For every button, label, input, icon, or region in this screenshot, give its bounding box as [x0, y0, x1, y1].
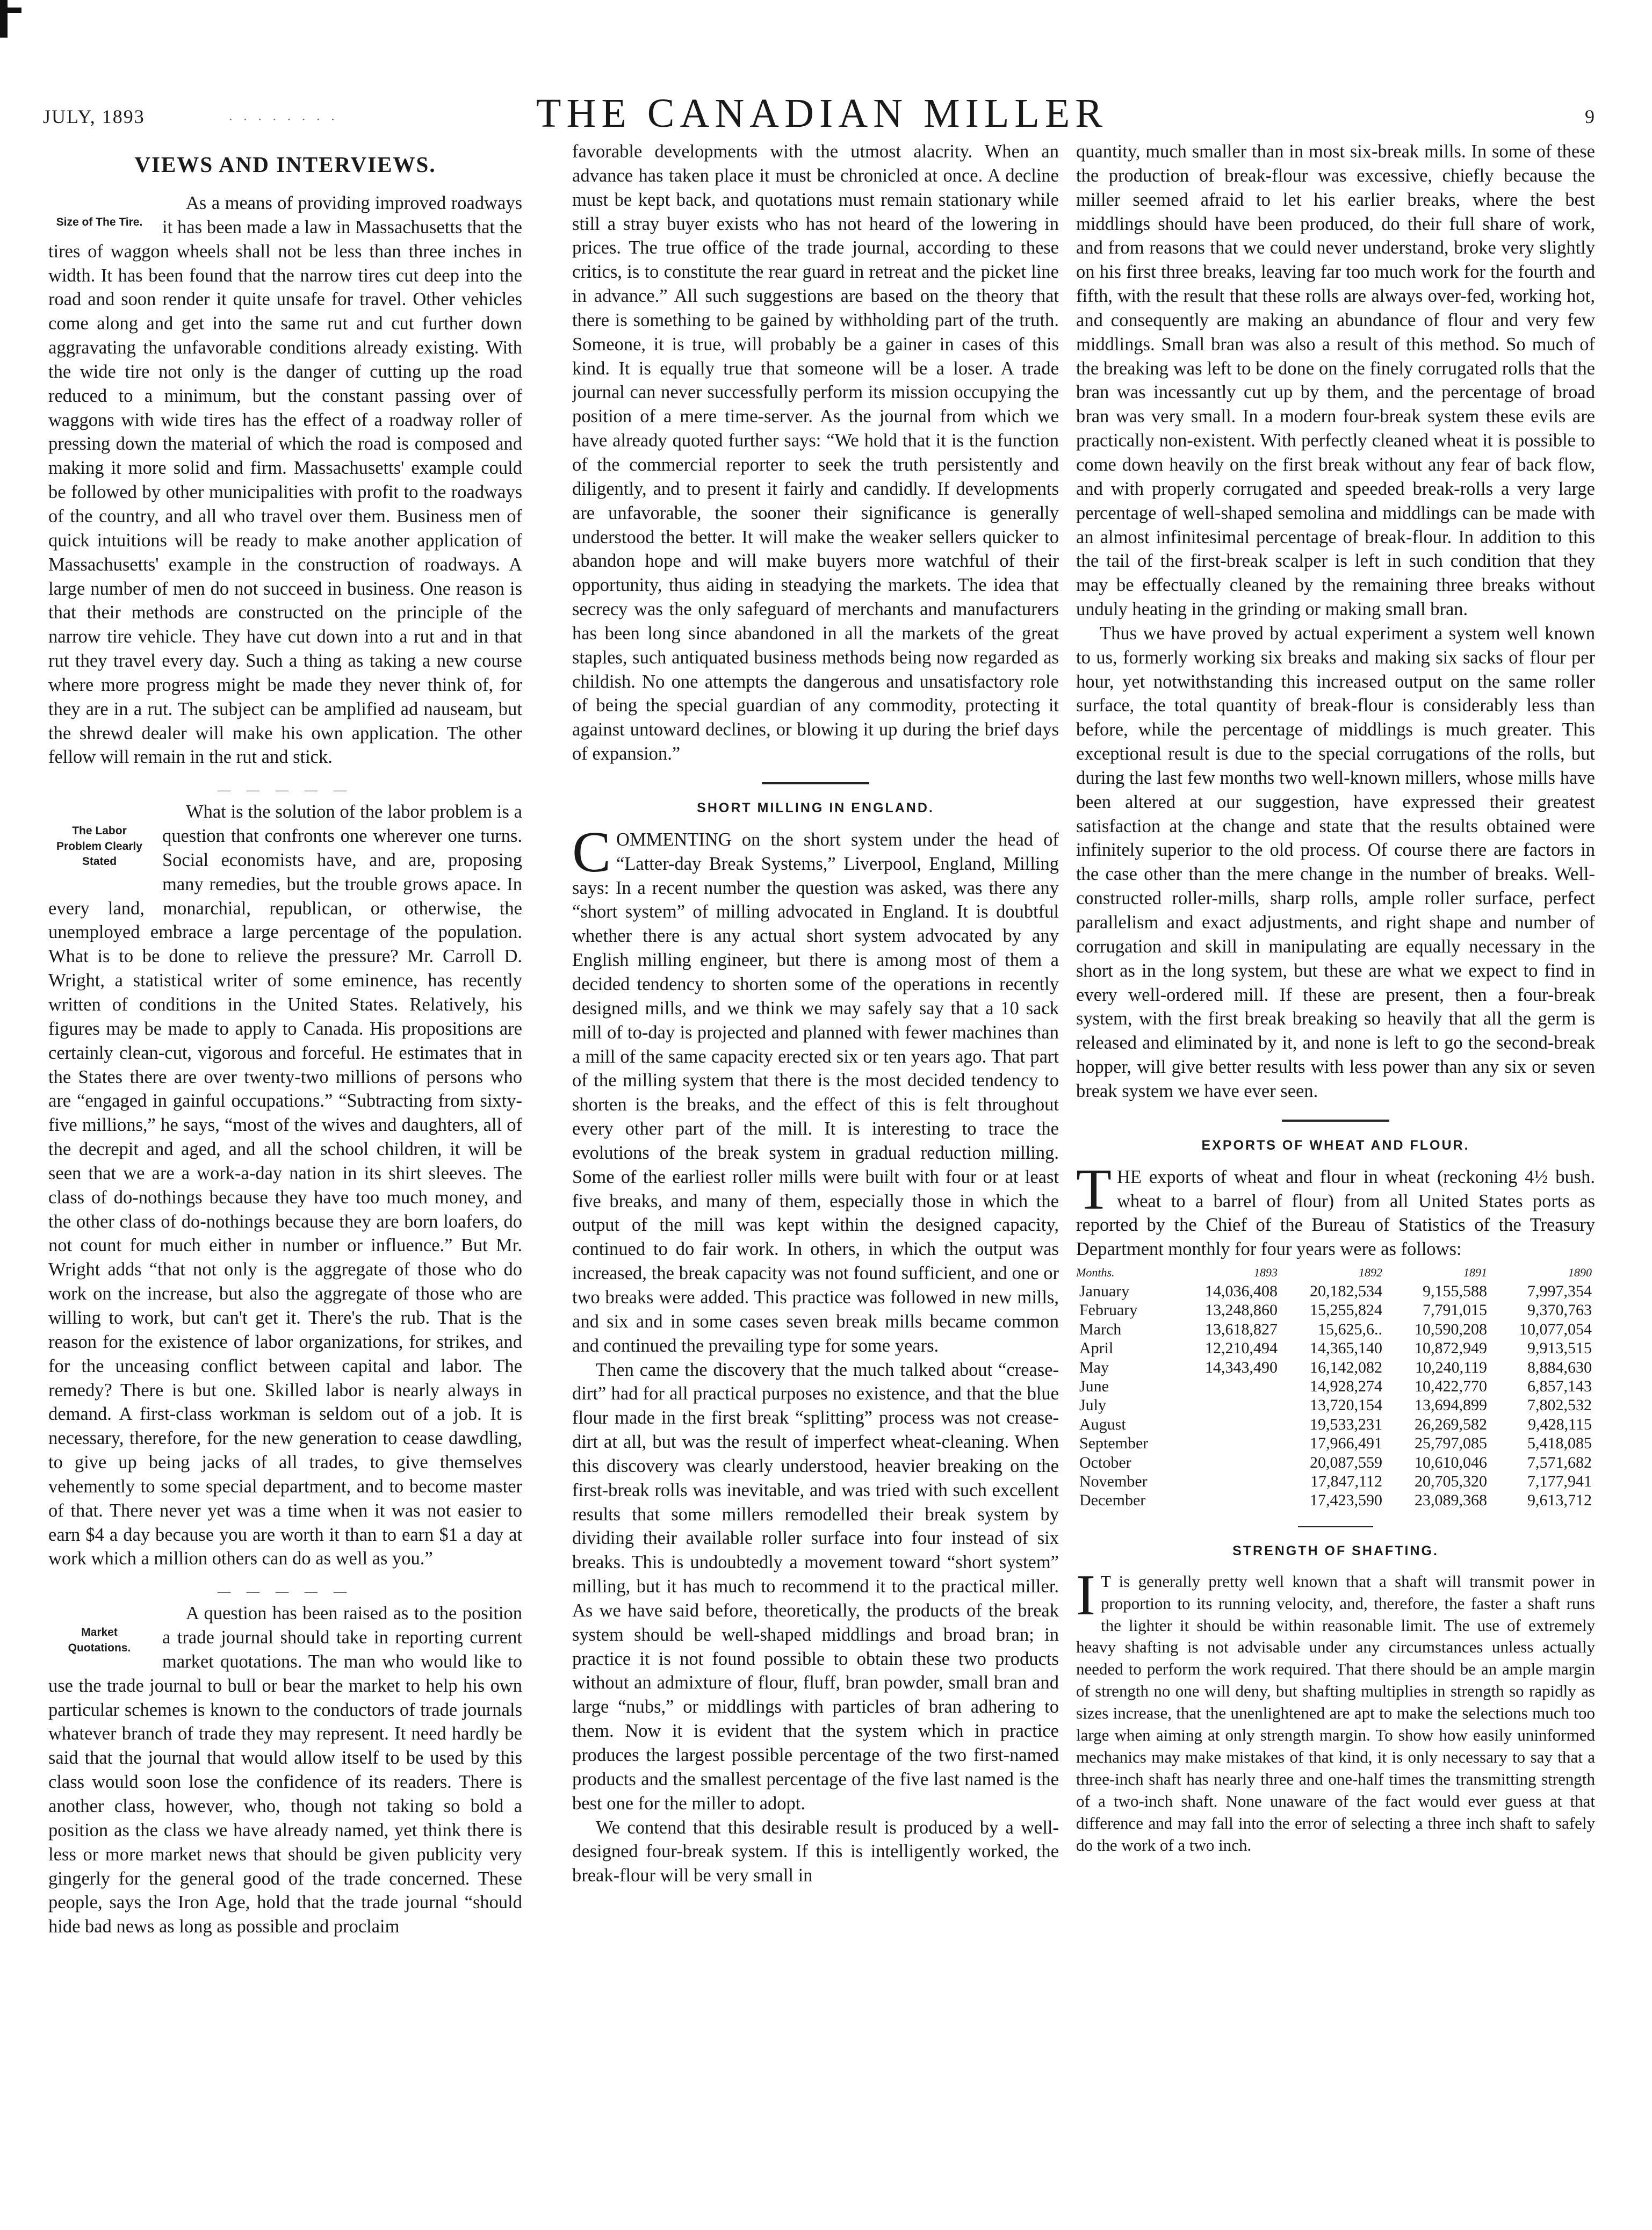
exports-value: 6,857,143: [1527, 1377, 1592, 1396]
exports-row: [1076, 1301, 1595, 1319]
exports-col-header: Months.: [1076, 1266, 1115, 1280]
column-3: [1076, 140, 1595, 2138]
column-2: [572, 140, 1059, 2138]
exports-month: March: [1079, 1320, 1122, 1338]
exports-month: September: [1079, 1434, 1149, 1453]
exports-value: 14,036,408: [1205, 1282, 1278, 1301]
exports-value: [1176, 1472, 1281, 1491]
page-number: 9: [1585, 106, 1595, 127]
exports-month: December: [1079, 1491, 1146, 1510]
exports-row: [1076, 1377, 1595, 1396]
short-milling-paragraph-4: Thus we have proved by actual experiment a system well known to us, formerly working six breaks and making six sacks of flour per hour, yet notwithstanding this increased output on the same roller surface, the total quantity of break-flour is considerably less than before, while the percentage of middlings is much greater. This exceptional result is due to the special corrugations of the rolls, but during the last few months two well-known millers, whose mills have been altered at our suggestion, have expressed their greatest satisfaction at the change and state that the results obtained were infinitely superior to the old process. Of course there are factors in the case other than the mere change in the number of breaks. Well-constructed roller-mills, sharp rolls, ample roller surface, perfect parallelism and exact adjustments, and right shape and number of corrugation and skill in manipulating are equally necessary in the short as in the long system, but these are what we expect to find in every well-ordered mill. If these are present, then a four-break system, with the first break breaking so heavily that all the germ is released and eliminated by it, and none is left to go the second-break hopper, will give better results with less power than any six or seven break system we have ever seen.: [1076, 623, 1595, 1101]
exports-col-header: 1892: [1359, 1266, 1383, 1280]
short-milling-heading: SHORT MILLING IN ENGLAND.: [697, 800, 934, 815]
short-milling-paragraph-2: Then came the discovery that the much talked about “crease-dirt” had for all practical purposes no existence, and that the blue flour made in the first break “splitting” process was not crease-dirt at all, but was the result of imperfect wheat-cleaning. When this discovery was clearly understood, heavier breaking on the first-break rolls was inevitable, and was tried with such excellent results that some millers remodelled their break system by dividing their available roller surface into four instead of six breaks. This is undoubtedly a movement toward “short system” milling, but it has much to recommend it to the practical miller. As we have said before, theoretically, the products of the break system should be well-shaped middlings and broad bran; in practice it is not found possible to obtain these two products without an admixture of flour, fluff, bran powder, small bran and large “nubs,” or middlings with particles of bran adhering to them. Now it is evident that the system which in practice produces the largest possible percentage of the two first-named products and the smallest percentage of the five last named is the best one for the miller to adopt.: [572, 1359, 1059, 1814]
short-milling-paragraph-3: We contend that this desirable result is produced by a well-designed four-break system. If this is intelligently worked, the break-flour will be very small in: [572, 1817, 1059, 1886]
exports-row: [1076, 1453, 1595, 1472]
exports-heading: EXPORTS OF WHEAT AND FLOUR.: [1201, 1137, 1470, 1153]
exports-value: 17,423,590: [1310, 1491, 1383, 1510]
page-edge-mark: [0, 0, 8, 38]
exports-value: 5,418,085: [1527, 1434, 1592, 1453]
exports-value: 12,210,494: [1205, 1339, 1278, 1358]
exports-value: 17,966,491: [1310, 1434, 1383, 1453]
exports-value: 26,269,582: [1414, 1415, 1487, 1433]
shafting-heading: STRENGTH OF SHAFTING.: [1232, 1543, 1439, 1558]
exports-month: January: [1079, 1282, 1130, 1301]
exports-row: [1076, 1339, 1595, 1358]
exports-month: October: [1079, 1453, 1131, 1471]
drop-cap-t: T: [1076, 1157, 1112, 1222]
exports-month: November: [1079, 1472, 1148, 1490]
short-milling-text-1: OMMENTING on the short system under the head of “Latter-day Break Systems,” Liverpool, England, Milling says: In a recent number the question was asked, was there any “short system” of milling advocated in England. It is doubtful whether there is any actual short system advocated by any English milling engineer, but there is among most of them a decided tendency to shorten some of the operations in recently designed mills, and we think we may safely say that a 10 sack mill of to-day is projected and planned with fewer machines than a mill of the same capacity erected six or ten years ago. That part of the milling system that there is the most decided tendency to shorten is the breaks, and the effect of this is felt throughout every other part of the mill. It is interesting to trace the evolutions of the break system in gradual reduction milling. Some of the earliest roller mills were built with four or at least five breaks, and many of them, especially those in which the output of the mill was kept within the designed capacity, continued to do fair work. In others, in which the output was increased, the break capacity was not found sufficient, and one or two breaks were added. This practice was followed in new mills, and six and in some cases seven break mills became common and continued the prevailing type for some years.: [572, 829, 1059, 1356]
exports-value: 14,343,490: [1205, 1358, 1278, 1376]
exports-value: 17,847,112: [1310, 1472, 1383, 1490]
drop-cap-i: I: [1076, 1563, 1095, 1627]
exports-intro-text: HE exports of wheat and flour in wheat (reckoning 4½ bush. wheat to a barrel of flour) from all United States ports as reported by the Chief of the Bureau of Statistics of the Treasury Department monthly for four years were as follows:: [1076, 1166, 1595, 1260]
exports-col-header: 1893: [1254, 1266, 1278, 1280]
exports-value: 9,155,588: [1422, 1282, 1487, 1301]
exports-col-header: 1890: [1568, 1266, 1592, 1280]
shafting-paragraph: [1076, 1563, 1595, 1857]
exports-value: 10,422,770: [1414, 1377, 1487, 1396]
exports-value: 10,240,119: [1415, 1358, 1487, 1376]
exports-value: 10,590,208: [1414, 1320, 1487, 1338]
page-header: [43, 90, 1601, 139]
exports-value: 8,884,630: [1527, 1358, 1592, 1376]
exports-value: 14,928,274: [1310, 1377, 1383, 1396]
exports-col-header: 1891: [1463, 1266, 1487, 1280]
exports-value: [1176, 1434, 1281, 1453]
shafting-article: [1076, 1563, 1595, 1857]
side-head-market-quotations: Market Quotations.: [68, 1626, 131, 1654]
side-head-size-of-tire: Size of The Tire.: [56, 216, 143, 228]
issue-date: JULY, 1893: [43, 106, 145, 127]
exports-month: June: [1079, 1377, 1109, 1396]
exports-value: 13,694,899: [1414, 1396, 1487, 1415]
article-market-quotations: A question has been raised as to the position a trade journal should take in reporting current market quotations. The man who would like to use the trade journal to bull or bear the market to help his own particular schemes is known to the conductors of trade journals whatever branch of trade they may represent. It need hardly be said that the journal that would allow itself to be used by this class would soon lose the confidence of its readers. There is another class, however, who, though not taking so bold a position as the class we have already named, yet think there is less or more market news that should be given publicity very gingerly for the general good of the trade concerned. These people, says the Iron Age, hold that the trade journal “should hide bad news as long as possible and proclaim: [48, 1603, 522, 1937]
exports-value: [1176, 1491, 1281, 1510]
exports-row: [1076, 1320, 1595, 1339]
article-labor-problem: What is the solution of the labor problem is a question that confronts one wherever one turns. Social economists have, and are, proposing many remedies, but the trouble grows apace. In every land, monarchial, republican, or otherwise, the unemployed embrace a large percentage of the population. What is to be done to relieve the pressure? Mr. Carroll D. Wright, a statistical writer of some eminence, has recently written of conditions in the United States. Relatively, his figures may be made to apply to Canada. His propositions are certainly clean-cut, vigorous and forceful. He estimates that in the States there are over twenty-two millions of persons who are “engaged in gainful occupations.” “Subtracting from sixty-five millions,” he says, “most of the wives and daughters, all of the decrepit and aged, and all the school children, it will be seen that we are a work-a-day nation in its shirt sleeves. The class of do-nothings because they have too much money, and the other class of do-nothings because they are born loafers, do not count for much either in number or influence.” But Mr. Wright adds “that not only is the aggregate of those who do work on the increase, but also the aggregate of those who are willing to work, but can't get it. There's the rub. That is the reason for the existence of labor organizations, for strikes, and for the unceasing conflict between capital and labor. The remedy? There is but one. Skilled labor is nearly always in demand. A first-class workman is seldom out of a job. It is necessary, therefore, for the new generation to cease dawdling, to give up being jacks of all trades, to give themselves vehemently to some special department, and to become master of that. There never yet was a time when it was not easier to earn $4 a day because you are worth it than to earn $1 a day at work which a million others can do as well as you.”: [48, 802, 522, 1569]
exports-value: [1176, 1396, 1281, 1415]
market-quotations-continued: favorable developments with the utmost alacrity. When an advance has taken place it must be chronicled at once. A decline must be kept back, and quotations must remain stationary while still a stray buyer exists who has not heard of the lowering in prices. The true office of the trade journal, according to these critics, is to constitute the rear guard in retreat and the picket line in advance.” All such suggestions are based on the theory that there is something to be gained by withholding part of the truth. Someone, it is true, will probably be a gainer in cases of this kind. It is equally true that someone will be a loser. A trade journal can never successfully perform its mission occupying the position of a mere time-server. As the journal from which we have already quoted further says: “We hold that it is the function of the commercial reporter to seek the truth persistently and diligently, and to present it fairly and candidly. If developments are unfavorable, the sooner their significance is generally understood the better. It will make the weaker sellers quicker to abandon hope and will make buyers more watchful of their opportunity, thus aiding in steadying the markets. The idea that secrecy was the only safeguard of merchants and manufacturers has been long since abandoned in all the markets of the great staples, such antiquated business methods being now regarded as childish. No one attempts the dangerous and unsatisfactory role of being the special guardian of any commodity, protecting it against untoward declines, or blowing it up during the brief days of expansion.”: [572, 141, 1059, 764]
exports-value: 14,365,140: [1310, 1339, 1383, 1358]
exports-value: 13,720,154: [1310, 1396, 1383, 1415]
exports-value: 19,533,231: [1310, 1415, 1383, 1433]
exports-row: [1076, 1415, 1595, 1434]
exports-value: 7,802,532: [1527, 1396, 1592, 1415]
exports-table: [1076, 1266, 1595, 1510]
exports-value: 10,077,054: [1519, 1320, 1592, 1338]
exports-value: 13,618,827: [1205, 1320, 1278, 1338]
heading-rule: [762, 782, 869, 784]
exports-value: 15,255,824: [1310, 1301, 1383, 1319]
side-head-labor-problem: The Labor Problem Clearly Stated: [56, 825, 142, 868]
exports-value: [1176, 1415, 1281, 1434]
short-milling-paragraph-1: [572, 820, 1059, 1358]
exports-row: [1076, 1282, 1595, 1301]
section-divider: — — — — —: [218, 783, 353, 798]
exports-value: 7,997,354: [1527, 1282, 1592, 1301]
exports-row: [1076, 1358, 1595, 1377]
exports-value: 9,913,515: [1527, 1339, 1592, 1358]
article-size-of-tire: As a means of providing improved roadways it has been made a law in Massachusetts that the tires of waggon wheels shall not be less than three inches in width. It has been found that the narrow tires cut deep into the road and soon render it quite unsafe for travel. Other vehicles come along and get into the same rut and cut further down aggravating the unfavorable conditions already existing. With the wide tire not only is the danger of cutting up the road reduced to a minimum, but the constant passing over of waggons with wide tires has the effect of a roadway roller of pressing down the material of which the road is composed and making it more solid and firm. Massachusetts' example could be followed by other municipalities with profit to the roadways of the country, and all who travel over them. Business men of quick intuitions will be ready to make another application of Massachusetts' example in the construction of roadways. A large number of men do not succeed in business. One reason is that their methods are constructed on the principle of the narrow tire vehicle. They have cut down into a rut and in that rut they travel every day. Such a thing as taking a new course where more progress might be made they never think of, for they are in a rut. The subject can be amplified ad nauseam, but the shrewd dealer will make his own application. The other fellow will remain in the rut and stick.: [48, 193, 522, 768]
exports-row: [1076, 1472, 1595, 1491]
exports-month: May: [1079, 1358, 1109, 1376]
exports-table-body: [1076, 1282, 1595, 1510]
exports-table-header: [1076, 1266, 1595, 1282]
exports-month: July: [1079, 1396, 1107, 1415]
exports-value: 20,705,320: [1414, 1472, 1487, 1490]
exports-value: [1176, 1453, 1281, 1472]
page-edge-tick: [0, 8, 21, 13]
exports-value: 7,571,682: [1527, 1453, 1592, 1471]
exports-row: [1076, 1434, 1595, 1453]
exports-value: 7,177,941: [1527, 1472, 1592, 1490]
views-interviews-heading: VIEWS AND INTERVIEWS.: [134, 152, 436, 177]
short-milling-continued: quantity, much smaller than in most six-break mills. In some of these the production of break-flour was excessive, chiefly because the miller seemed afraid to let his earlier breaks, where the best middlings should have been produced, do their full share of work, and from reasons that we could never understand, broke very slightly on his first three breaks, leaving far too much work for the fourth and fifth, with the result that these rolls are always over-fed, working hot, and consequently are making an abundance of flour and very few middlings. Small bran was also a result of this method. So much of the breaking was left to be done on the finely corrugated rolls that the bran was incessantly cut up by them, and the percentage of broad bran was very small. In a modern four-break system these evils are practically non-existent. With perfectly cleaned wheat it is possible to come down heavily on the first break without any fear of back flow, and with properly corrugated and speeded break-rolls a very large percentage of well-shaped semolina and middlings can be made with an almost infinitesimal percentage of break-flour. In addition to this the tail of the first-break scalper is left in such condition that they may be effectually cleaned by the remaining three breaks without unduly heating in the grinding or making small bran.: [1076, 141, 1595, 620]
exports-month: August: [1079, 1415, 1126, 1433]
drop-cap-c: C: [572, 820, 611, 884]
exports-value: 9,370,763: [1527, 1301, 1592, 1319]
newspaper-title: THE CANADIAN MILLER: [536, 91, 1108, 136]
exports-value: 9,428,115: [1528, 1415, 1592, 1433]
exports-month: February: [1079, 1301, 1138, 1319]
exports-value: 7,791,015: [1422, 1301, 1487, 1319]
exports-value: [1176, 1377, 1281, 1396]
exports-row: [1076, 1396, 1595, 1415]
heading-rule: [1282, 1120, 1389, 1122]
exports-value: 13,248,860: [1205, 1301, 1278, 1319]
exports-value: 20,182,534: [1310, 1282, 1383, 1301]
exports-month: April: [1079, 1339, 1114, 1358]
exports-value: 23,089,368: [1414, 1491, 1487, 1510]
exports-value: 20,087,559: [1310, 1453, 1383, 1471]
shafting-text: T is generally pretty well known that a shaft will transmit power in proportion to its running velocity, and, therefore, the faster a shaft runs the lighter it should be within reasonable limit. The use of extremely heavy shafting is not advisable under any circumstances unless actually needed to perform the work required. That there should be an ample margin of strength no one will deny, but shafting multiplies in strength so rapidly as sizes increase, that the unenlightened are apt to make the selections much too large when aiming at only strength margin. To show how easily uninformed mechanics may make mistakes of that kind, it is only necessary to say that a three-inch shaft has nearly three and one-half times the transmitting strength of a two-inch shaft. None unaware of the fact would ever guess at that difference and may fall into the error of selecting a three inch shaft to safely do the work of a two inch.: [1076, 1571, 1595, 1854]
column-1: [48, 140, 522, 2138]
header-ornament: · · · · · · · ·: [228, 112, 338, 127]
exports-row: [1076, 1491, 1595, 1510]
exports-value: 10,610,046: [1414, 1453, 1487, 1471]
exports-value: 10,872,949: [1414, 1339, 1487, 1358]
exports-value: 9,613,712: [1527, 1491, 1592, 1510]
exports-value: 25,797,085: [1414, 1434, 1487, 1453]
exports-intro: [1076, 1157, 1595, 1261]
exports-value: 16,142,082: [1310, 1358, 1383, 1376]
exports-value: 15,625,6..: [1318, 1320, 1383, 1338]
heading-rule: [1298, 1526, 1373, 1527]
section-divider: — — — — —: [218, 1585, 353, 1599]
